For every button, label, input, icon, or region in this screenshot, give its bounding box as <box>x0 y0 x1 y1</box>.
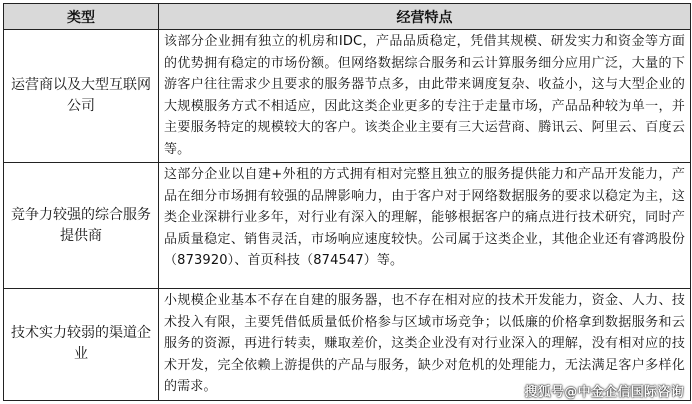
watermark: 搜狐号@中金企信国际咨询 <box>524 385 684 400</box>
business-characteristics-table <box>3 3 691 401</box>
header-type: 类型 <box>4 4 159 30</box>
type-cell: 竞争力较强的综合服务提供商 <box>4 163 159 289</box>
table-row <box>4 30 691 163</box>
table-row <box>4 163 691 289</box>
features-cell: 这部分企业以自建+外租的方式拥有相对完整且独立的服务提供能力和产品开发能力，产品在细分市场拥有较强的品牌影响力，由于客户对于网络数据服务的要求以稳定为主，这类企业深耕行业多年，对行业有深入的理解，能够根据客户的痛点进行技术研究，同时产品质量稳定、销售灵活，市场响应速度较快。公司属于这类企业，其他企业还有睿鸿股份（873920）、首页科技（874547）等。 <box>159 163 691 289</box>
type-cell: 技术实力较弱的渠道企业 <box>4 289 159 401</box>
features-cell: 小规模企业基本不存在自建的服务器，也不存在相对应的技术开发能力，资金、人力、技术投入有限，主要凭借低质量低价格参与区域市场竞争；以低廉的价格拿到数据服务和云服务的资源，再进行转卖，赚取差价，这类企业没有对行业深入的理解，没有相对应的技术开发，完全依赖上游提供的产品与服务，缺少对危机的处理能力，无法满足客户多样化的需求。 <box>159 289 691 401</box>
header-features: 经营特点 <box>159 4 691 30</box>
features-cell: 该部分企业拥有独立的机房和IDC，产品品质稳定，凭借其规模、研发实力和资金等方面的优势拥有稳定的市场份额。但网络数据综合服务和云计算服务细分应用广泛，大量的下游客户往往需求少且要求的服务器节点多，由此带来调度复杂、收益小，这与大型企业的大规模服务方式不相适应，因此这类企业更多的专注于走量市场，产品品种较为单一，并主要服务特定的规模较大的客户。该类企业主要有三大运营商、腾讯云、阿里云、百度云等。 <box>159 30 691 163</box>
table-header-row <box>4 4 691 30</box>
type-cell: 运营商以及大型互联网公司 <box>4 30 159 163</box>
